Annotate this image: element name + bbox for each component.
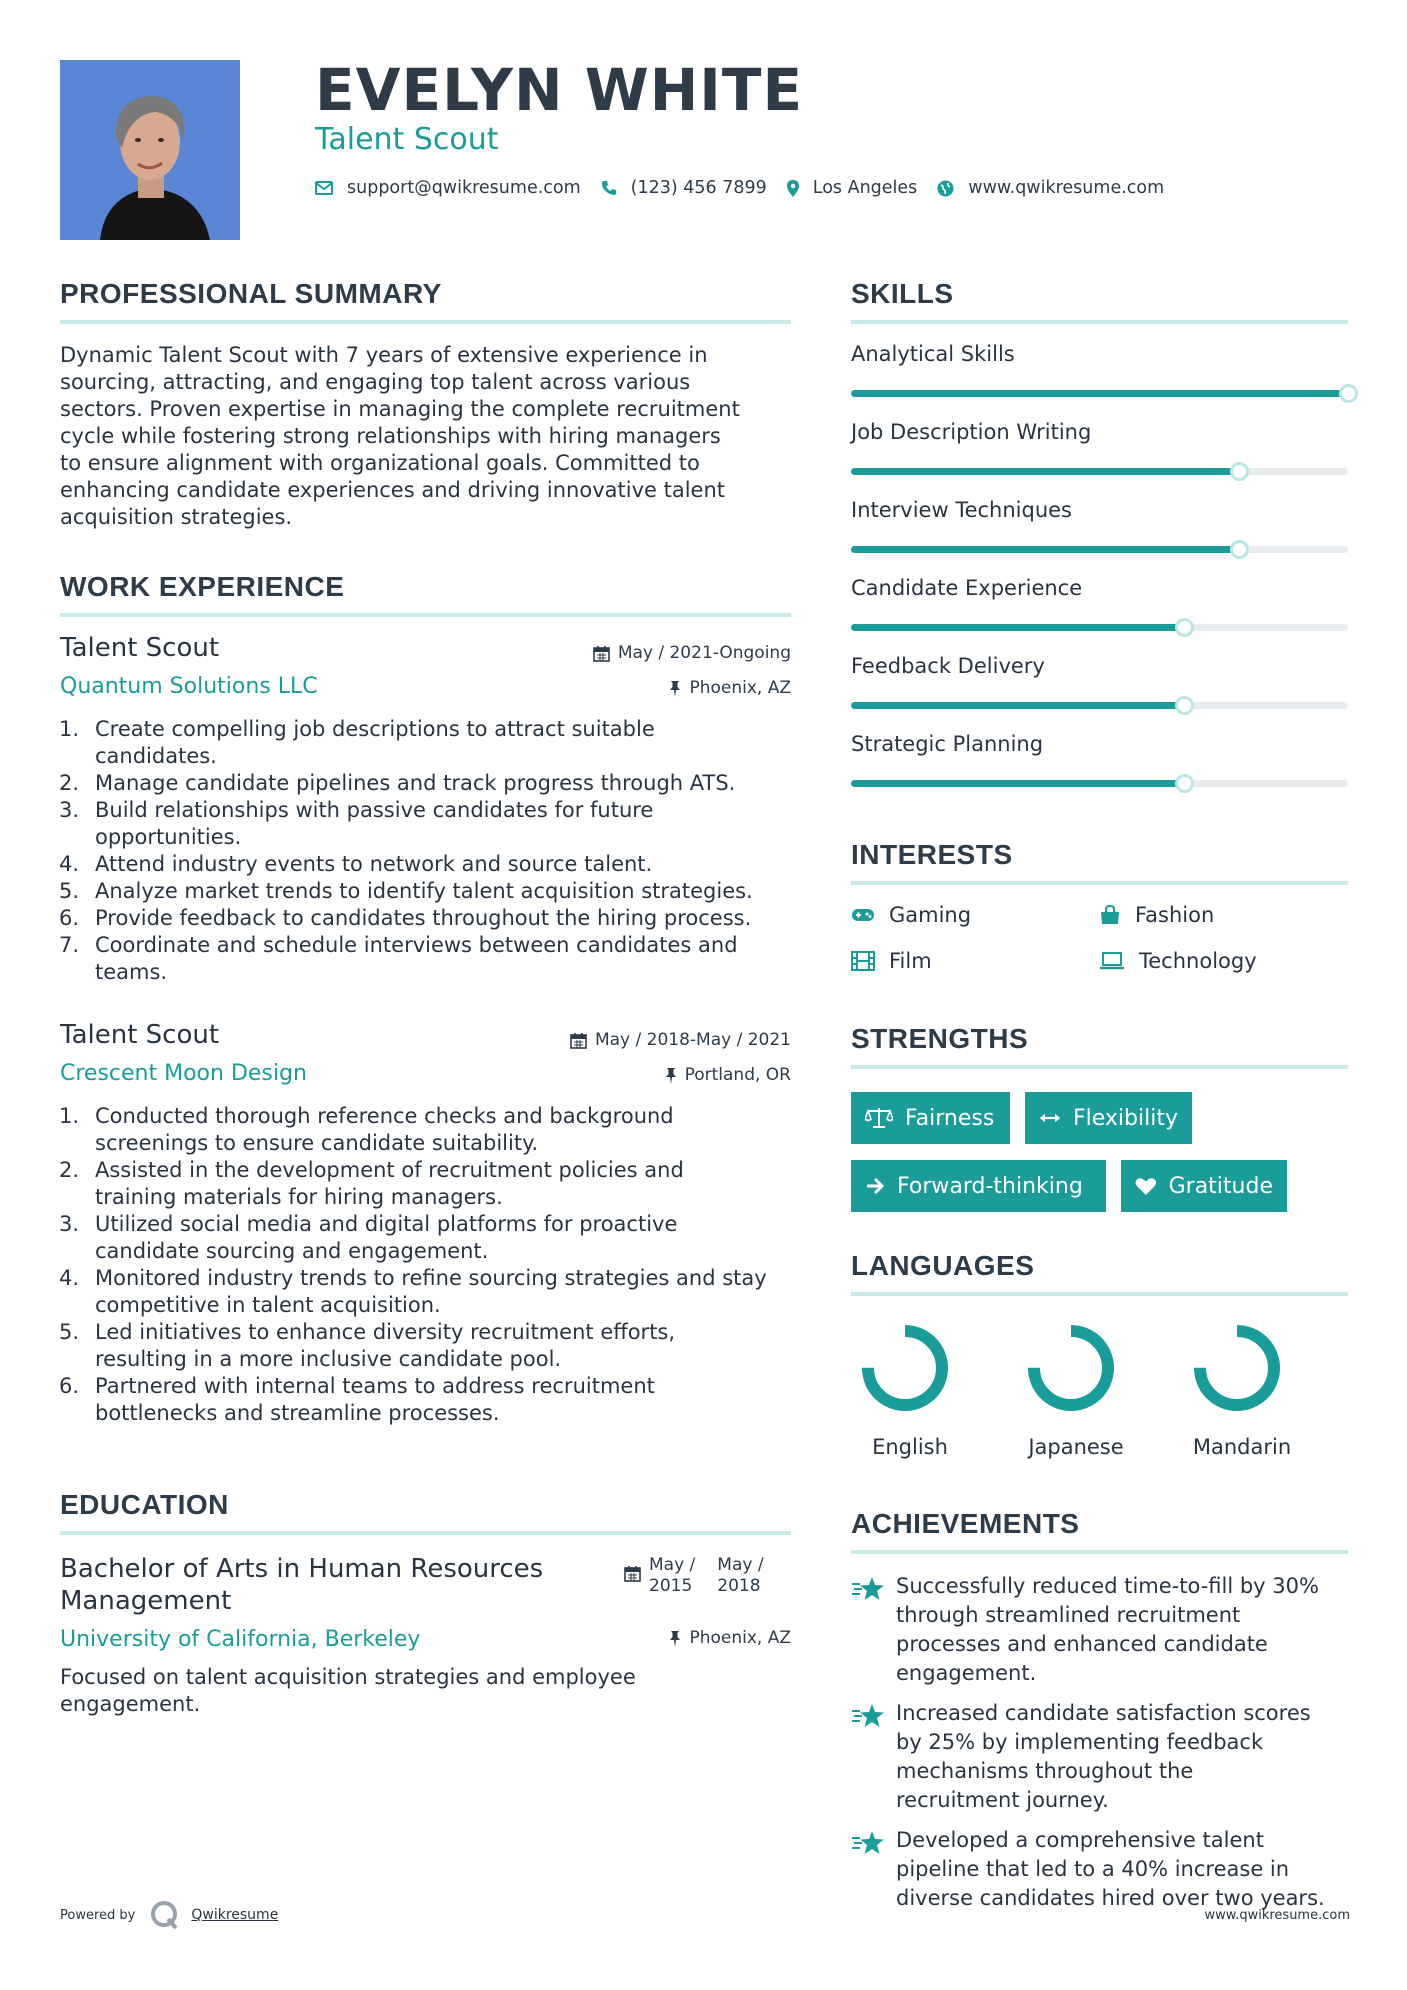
contact-phone[interactable]: [601, 178, 767, 198]
achievement-line: pipeline that led to a 40% increase in: [896, 1857, 1290, 1881]
achievement-line: by 25% by implementing feedback: [896, 1730, 1264, 1754]
language-label: Mandarin: [1192, 1435, 1292, 1459]
education-location: [669, 1628, 791, 1648]
powered-by-label: Powered by: [60, 1907, 136, 1923]
calendar-icon: [570, 1032, 587, 1049]
job-dates: [593, 643, 791, 663]
strengths-heading: STRENGTHS: [851, 1022, 1348, 1069]
summary-line: Dynamic Talent Scout with 7 years of extensive experience in: [60, 343, 708, 367]
job-location-text: Phoenix, AZ: [689, 678, 791, 698]
map-pin-icon: [787, 180, 799, 197]
interest-label: Film: [889, 949, 932, 973]
languages-heading: LANGUAGES: [851, 1249, 1348, 1296]
skill-bar-knob: [1230, 462, 1249, 481]
shopping-bag-icon: [1099, 905, 1121, 925]
achievement-item: [851, 1572, 1351, 1692]
job-dates-text: May / 2021-Ongoing: [617, 643, 791, 663]
job-task-list: [59, 716, 799, 986]
edu-date-end: May /: [717, 1555, 764, 1575]
skill-bar-fill: [851, 468, 1239, 475]
calendar-icon: [593, 645, 610, 662]
interests-heading: INTERESTS: [851, 838, 1348, 885]
globe-icon: [937, 180, 954, 197]
language-label: Japanese: [1028, 1435, 1124, 1459]
star-icon: [851, 1830, 885, 1856]
skill-label: Candidate Experience: [851, 576, 1083, 600]
phone-icon: [601, 180, 617, 196]
gamepad-icon: [851, 907, 875, 923]
skill-label: Feedback Delivery: [851, 654, 1045, 678]
footer: [60, 1900, 278, 1930]
skill-bar-fill: [851, 780, 1184, 787]
experience-heading: WORK EXPERIENCE: [60, 570, 791, 617]
arrow-right-icon: [865, 1177, 885, 1195]
interest-label: Gaming: [889, 903, 972, 927]
strength-label: Gratitude: [1168, 1173, 1273, 1199]
skill-bar: [851, 780, 1348, 787]
summary-line: enhancing candidate experiences and driving innovative talent: [60, 478, 725, 502]
candidate-title: Talent Scout: [315, 122, 499, 157]
footer-website[interactable]: www.qwikresume.com: [1204, 1908, 1350, 1923]
candidate-name: EVELYN WHITE: [315, 56, 804, 124]
achievement-item: [851, 1699, 1351, 1819]
skill-bar-fill: [851, 624, 1184, 631]
degree-title: [60, 1553, 543, 1617]
list-item: 6. Provide feedback to candidates throughout the hiring process.: [59, 906, 752, 930]
achievements-heading: ACHIEVEMENTS: [851, 1507, 1348, 1554]
education-location-text: Phoenix, AZ: [689, 1628, 791, 1648]
star-icon: [851, 1576, 885, 1602]
summary-line: to ensure alignment with organizational goals. Committed to: [60, 451, 700, 475]
company-name: Crescent Moon Design: [60, 1061, 307, 1086]
list-item: 4. Monitored industry trends to refine sourcing strategies and stay competitive in talent acquisition.: [59, 1266, 767, 1317]
website-text: www.qwikresume.com: [968, 178, 1165, 198]
list-item: 6. Partnered with internal teams to address recruitment bottlenecks and streamline processes.: [59, 1374, 655, 1425]
degree-line: Bachelor of Arts in Human Resources: [60, 1554, 544, 1584]
achievement-item: [851, 1826, 1351, 1921]
email-icon: [315, 181, 333, 195]
achievement-line: recruitment journey.: [896, 1788, 1109, 1812]
pin-icon: [665, 1067, 677, 1084]
qwikresume-logo-icon: [149, 1900, 181, 1930]
contact-email[interactable]: [315, 178, 581, 198]
skill-bar: [851, 546, 1348, 553]
skill-bar: [851, 702, 1348, 709]
skill-bar: [851, 390, 1348, 397]
strength-label: Flexibility: [1073, 1105, 1178, 1131]
language-label: English: [872, 1435, 948, 1459]
email-text: support@qwikresume.com: [347, 178, 581, 198]
list-item: 5. Analyze market trends to identify talent acquisition strategies.: [59, 879, 753, 903]
education-desc-line: engagement.: [60, 1692, 201, 1716]
job-task-list: [59, 1103, 799, 1427]
interest-label: Technology: [1139, 949, 1257, 973]
skill-bar-fill: [851, 702, 1184, 709]
strength-chip-gratitude: [1121, 1160, 1287, 1212]
skill-bar-fill: [851, 390, 1348, 397]
list-item: 3. Utilized social media and digital platforms for proactive candidate sourcing and engagement.: [59, 1212, 678, 1263]
skill-bar-knob: [1175, 696, 1194, 715]
school-name: University of California, Berkeley: [60, 1627, 421, 1652]
skill-label: Analytical Skills: [851, 342, 1015, 366]
list-item: 4. Attend industry events to network and source talent.: [59, 852, 653, 876]
scale-icon: [865, 1107, 893, 1129]
interest-film: [851, 949, 932, 973]
job-title: Talent Scout: [60, 1020, 220, 1050]
edu-date-start: May /: [649, 1555, 696, 1575]
summary-line: sourcing, attracting, and engaging top talent across various: [60, 370, 691, 394]
achievement-line: mechanisms throughout the: [896, 1759, 1194, 1783]
skill-bar-knob: [1339, 384, 1358, 403]
job-location: [669, 678, 791, 698]
pin-icon: [669, 680, 681, 697]
job-location: [665, 1065, 791, 1085]
arrows-icon: [1039, 1111, 1061, 1125]
achievement-line: Successfully reduced time-to-fill by 30%: [896, 1574, 1319, 1598]
film-icon: [851, 951, 875, 971]
phone-text: (123) 456 7899: [630, 178, 767, 198]
skill-label: Interview Techniques: [851, 498, 1073, 522]
brand-link[interactable]: Qwikresume: [191, 1907, 279, 1923]
list-item: 3. Build relationships with passive candidates for future opportunities.: [59, 798, 654, 849]
heart-icon: [1135, 1176, 1157, 1197]
language-ring: [855, 1318, 955, 1418]
achievement-line: engagement.: [896, 1661, 1037, 1685]
calendar-icon: [624, 1565, 641, 1582]
list-item: 2. Manage candidate pipelines and track progress through ATS.: [59, 771, 736, 795]
company-name: Quantum Solutions LLC: [60, 674, 318, 699]
strength-label: Forward-thinking: [897, 1173, 1083, 1199]
skill-bar-knob: [1230, 540, 1249, 559]
skill-bar-knob: [1175, 618, 1194, 637]
skill-bar-fill: [851, 546, 1239, 553]
interest-gaming: [851, 903, 971, 927]
language-ring: [1021, 1318, 1121, 1418]
job-dates: [570, 1030, 791, 1050]
list-item: 5. Led initiatives to enhance diversity recruitment efforts, resulting in a more inclusive candidate pool.: [59, 1320, 676, 1371]
skill-label: Strategic Planning: [851, 732, 1044, 756]
skill-label: Job Description Writing: [851, 420, 1092, 444]
pin-icon: [669, 1630, 681, 1647]
job-title: Talent Scout: [60, 633, 220, 663]
achievement-line: diverse candidates hired over two years.: [896, 1886, 1325, 1910]
achievement-line: processes and enhanced candidate: [896, 1632, 1268, 1656]
strength-label: Fairness: [905, 1105, 995, 1131]
star-icon: [851, 1703, 885, 1729]
strength-chip-forward-thinking: [851, 1160, 1106, 1212]
achievement-line: Increased candidate satisfaction scores: [896, 1701, 1311, 1725]
education-desc-line: Focused on talent acquisition strategies and employee: [60, 1665, 636, 1689]
laptop-icon: [1099, 952, 1125, 970]
contact-location: [787, 178, 918, 198]
interest-label: Fashion: [1135, 903, 1215, 927]
achievement-line: through streamlined recruitment: [896, 1603, 1241, 1627]
skill-bar-knob: [1175, 774, 1194, 793]
job-dates-text: May / 2018-May / 2021: [594, 1030, 791, 1050]
strength-chip-fairness: [851, 1092, 1010, 1144]
language-ring: [1187, 1318, 1287, 1418]
education-description: [60, 1664, 795, 1718]
skills-heading: SKILLS: [851, 277, 1348, 324]
edu-date-start-year: 2015: [649, 1576, 693, 1596]
summary-text: [60, 342, 795, 531]
interest-technology: [1099, 949, 1257, 973]
contact-bar: [315, 178, 1184, 198]
contact-website[interactable]: [937, 178, 1164, 198]
list-item: 1. Conducted thorough reference checks and background screenings to ensure candidate suitability.: [59, 1104, 674, 1155]
list-item: 1. Create compelling job descriptions to attract suitable candidates.: [59, 717, 655, 768]
skill-bar: [851, 624, 1348, 631]
strength-chip-flexibility: [1025, 1092, 1192, 1144]
location-text: Los Angeles: [812, 178, 918, 198]
list-item: 7. Coordinate and schedule interviews between candidates and teams.: [59, 933, 738, 984]
summary-heading: PROFESSIONAL SUMMARY: [60, 277, 791, 324]
list-item: 2. Assisted in the development of recruitment policies and training materials for hiring managers.: [59, 1158, 684, 1209]
summary-line: cycle while fostering strong relationships with hiring managers: [60, 424, 721, 448]
achievement-line: Developed a comprehensive talent: [896, 1828, 1264, 1852]
edu-date-end-year: 2018: [717, 1576, 761, 1596]
education-dates: [624, 1555, 764, 1597]
profile-photo: [60, 60, 240, 240]
skill-bar: [851, 468, 1348, 475]
interest-fashion: [1099, 903, 1214, 927]
summary-line: sectors. Proven expertise in managing the complete recruitment: [60, 397, 740, 421]
education-heading: EDUCATION: [60, 1488, 791, 1535]
summary-line: acquisition strategies.: [60, 505, 293, 529]
job-location-text: Portland, OR: [684, 1065, 791, 1085]
degree-line: Management: [60, 1586, 232, 1616]
